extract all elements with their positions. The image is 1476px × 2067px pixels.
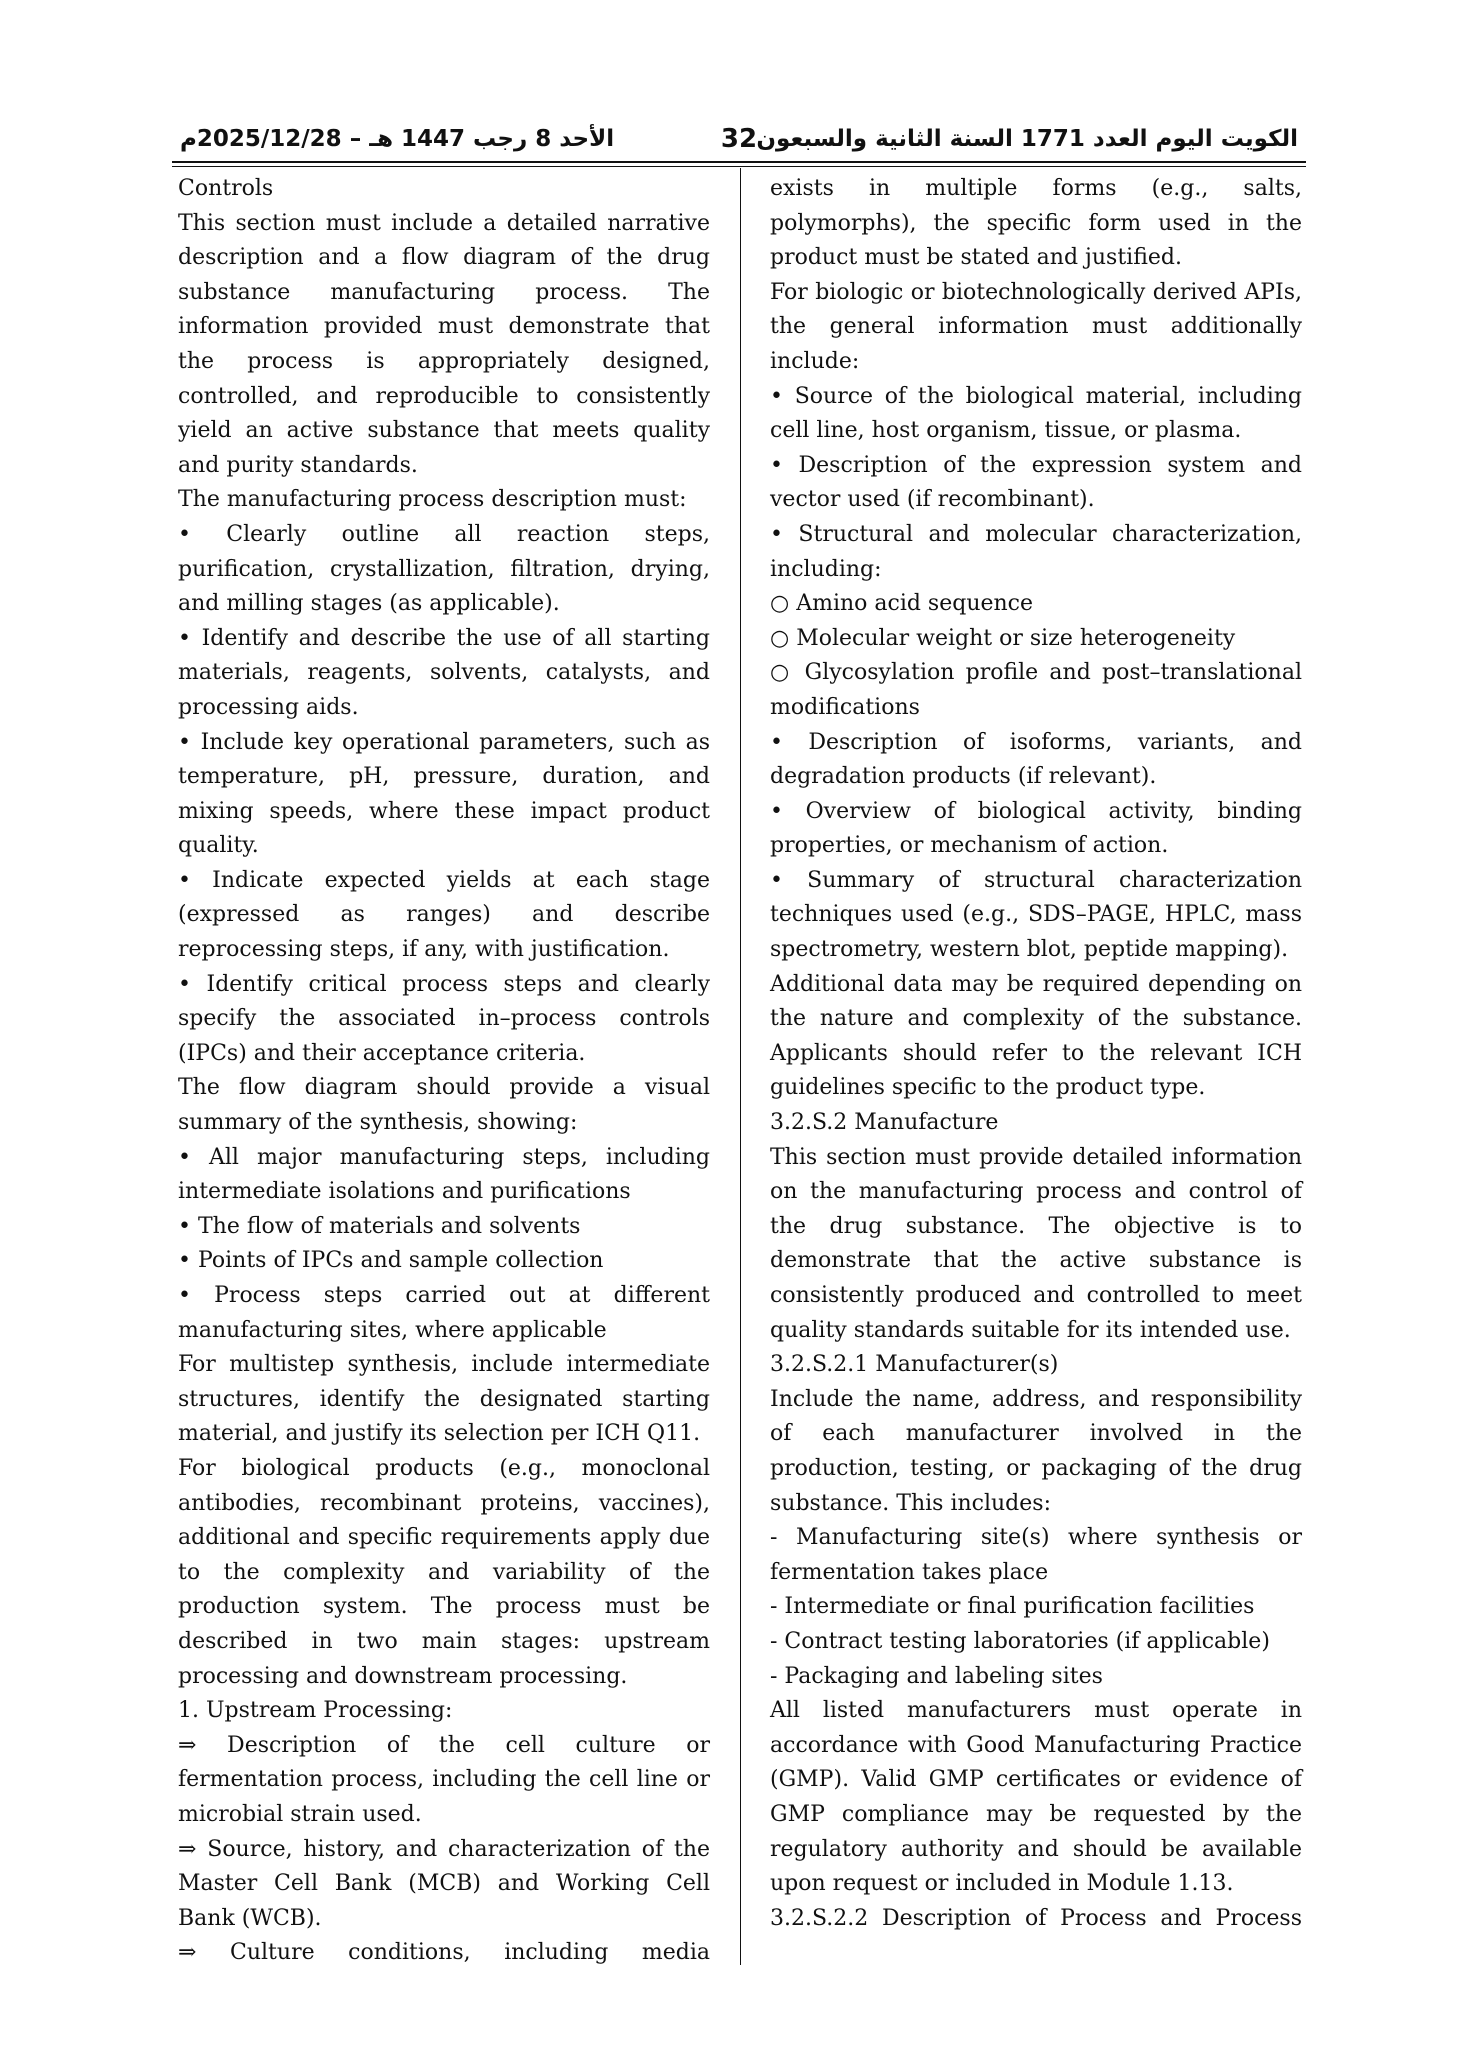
column-divider bbox=[740, 168, 741, 1965]
bullet-item: • Include key operational parameters, such as temperature, pH, pressure, duration, and mixing speeds, where these impact product quality. bbox=[178, 729, 710, 859]
bullet-item: • Overview of biological activity, binding properties, or mechanism of action. bbox=[770, 798, 1302, 859]
sub-bullet-item: ○ Molecular weight or size heterogeneity bbox=[770, 625, 1236, 651]
page-header bbox=[172, 118, 1306, 162]
right-column bbox=[770, 172, 1302, 1936]
arrow-item: ⇒ Description of the cell culture or fermentation process, including the cell line or microbial strain used. bbox=[178, 1732, 710, 1827]
bullet-item: • All major manufacturing steps, including intermediate isolations and purifications bbox=[178, 1144, 710, 1205]
header-rule-thin bbox=[172, 166, 1306, 167]
paragraph: This section must include a detailed narrative description and a flow diagram of the drug substance manufacturing process. The information provided must demonstrate that the process is appropriately designed, controlled, and reproducible to consistently yield an active substance that meets quality and purity standards. bbox=[178, 210, 710, 478]
dash-item: - Intermediate or final purification facilities bbox=[770, 1594, 1255, 1620]
paragraph: All listed manufacturers must operate in accordance with Good Manufacturing Practice (GMP). Valid GMP certificates or evidence of GMP compliance may be requested by the regulatory authority and should be available upon request or included in Module 1.13. bbox=[770, 1698, 1302, 1897]
section-heading: 3.2.S.2 Manufacture bbox=[770, 1110, 999, 1136]
section-heading: Controls bbox=[178, 176, 274, 201]
bullet-item: • Structural and molecular characterization, including: bbox=[770, 521, 1302, 582]
paragraph: For biological products (e.g., monoclonal antibodies, recombinant proteins, vaccines), additional and specific requirements apply due to the complexity and variability of the production system. The process must be described in two main stages: upstream processing and downstream processing. bbox=[178, 1455, 710, 1689]
bullet-item: • Identify and describe the use of all starting materials, reagents, solvents, catalysts, and processing aids. bbox=[178, 625, 710, 720]
header-date: الأحد 8 رجب 1447 هـ – 2025/12/28م bbox=[180, 126, 615, 152]
sub-bullet-item: ○ Glycosylation profile and post–translational modifications bbox=[770, 660, 1302, 720]
arrow-item: ⇒ Culture conditions, including media bbox=[178, 1940, 710, 1966]
bullet-item: • Identify critical process steps and clearly specify the associated in–process controls (IPCs) and their acceptance criteria. bbox=[178, 971, 710, 1066]
paragraph: The manufacturing process description must: bbox=[178, 487, 687, 513]
paragraph: For multistep synthesis, include intermediate structures, identify the designated starting material, and justify its selection per ICH Q11. bbox=[178, 1352, 710, 1447]
bullet-item: • Summary of structural characterization techniques used (e.g., SDS–PAGE, HPLC, mass spectrometry, western blot, peptide mapping). bbox=[770, 867, 1302, 963]
arrow-item: ⇒ Source, history, and characterization of the Master Cell Bank (MCB) and Working Cell Bank (WCB). bbox=[178, 1836, 710, 1931]
page-number: 32 bbox=[720, 124, 758, 154]
sub-bullet-item: ○ Amino acid sequence bbox=[770, 591, 1034, 617]
bullet-item: • Clearly outline all reaction steps, purification, crystallization, filtration, drying, and milling stages (as applicable). bbox=[178, 521, 710, 617]
paragraph: Include the name, address, and responsibility of each manufacturer involved in the production, testing, or packaging of the drug substance. This includes: bbox=[770, 1386, 1302, 1516]
bullet-item: • The flow of materials and solvents bbox=[178, 1213, 581, 1239]
bullet-item: • Description of the expression system and vector used (if recombinant). bbox=[770, 452, 1302, 513]
header-publication: الكويت اليوم العدد 1771 السنة الثانية والسبعون bbox=[756, 126, 1298, 152]
subheading: 3.2.S.2.1 Manufacturer(s) bbox=[770, 1352, 1059, 1378]
subheading: 1. Upstream Processing: bbox=[178, 1698, 453, 1724]
paragraph: Additional data may be required depending on the nature and complexity of the substance. Applicants should refer to the relevant ICH guidelines specific to the product type. bbox=[770, 971, 1302, 1101]
paragraph: exists in multiple forms (e.g., salts, polymorphs), the specific form used in the product must be stated and justified. bbox=[770, 176, 1302, 271]
header-rule bbox=[172, 161, 1306, 163]
paragraph: This section must provide detailed information on the manufacturing process and control of the drug substance. The objective is to demonstrate that the active substance is consistently produced and controlled to meet quality standards suitable for its intended use. bbox=[770, 1144, 1302, 1343]
subheading: 3.2.S.2.2 Description of Process and Process bbox=[770, 1905, 1302, 1931]
dash-item: - Manufacturing site(s) where synthesis or fermentation takes place bbox=[770, 1525, 1302, 1585]
bullet-item: • Description of isoforms, variants, and degradation products (if relevant). bbox=[770, 729, 1302, 790]
dash-item: - Packaging and labeling sites bbox=[770, 1663, 1103, 1689]
bullet-item: • Process steps carried out at different manufacturing sites, where applicable bbox=[178, 1283, 710, 1343]
bullet-item: • Source of the biological material, including cell line, host organism, tissue, or plasma. bbox=[770, 383, 1302, 444]
bullet-item: • Points of IPCs and sample collection bbox=[178, 1248, 604, 1274]
paragraph: For biologic or biotechnologically derived APIs, the general information must additionally include: bbox=[770, 279, 1302, 374]
dash-item: - Contract testing laboratories (if applicable) bbox=[770, 1628, 1270, 1654]
paragraph: The flow diagram should provide a visual summary of the synthesis, showing: bbox=[178, 1075, 710, 1136]
bullet-item: • Indicate expected yields at each stage (expressed as ranges) and describe reprocessing steps, if any, with justification. bbox=[178, 867, 710, 963]
left-column bbox=[178, 172, 710, 1971]
